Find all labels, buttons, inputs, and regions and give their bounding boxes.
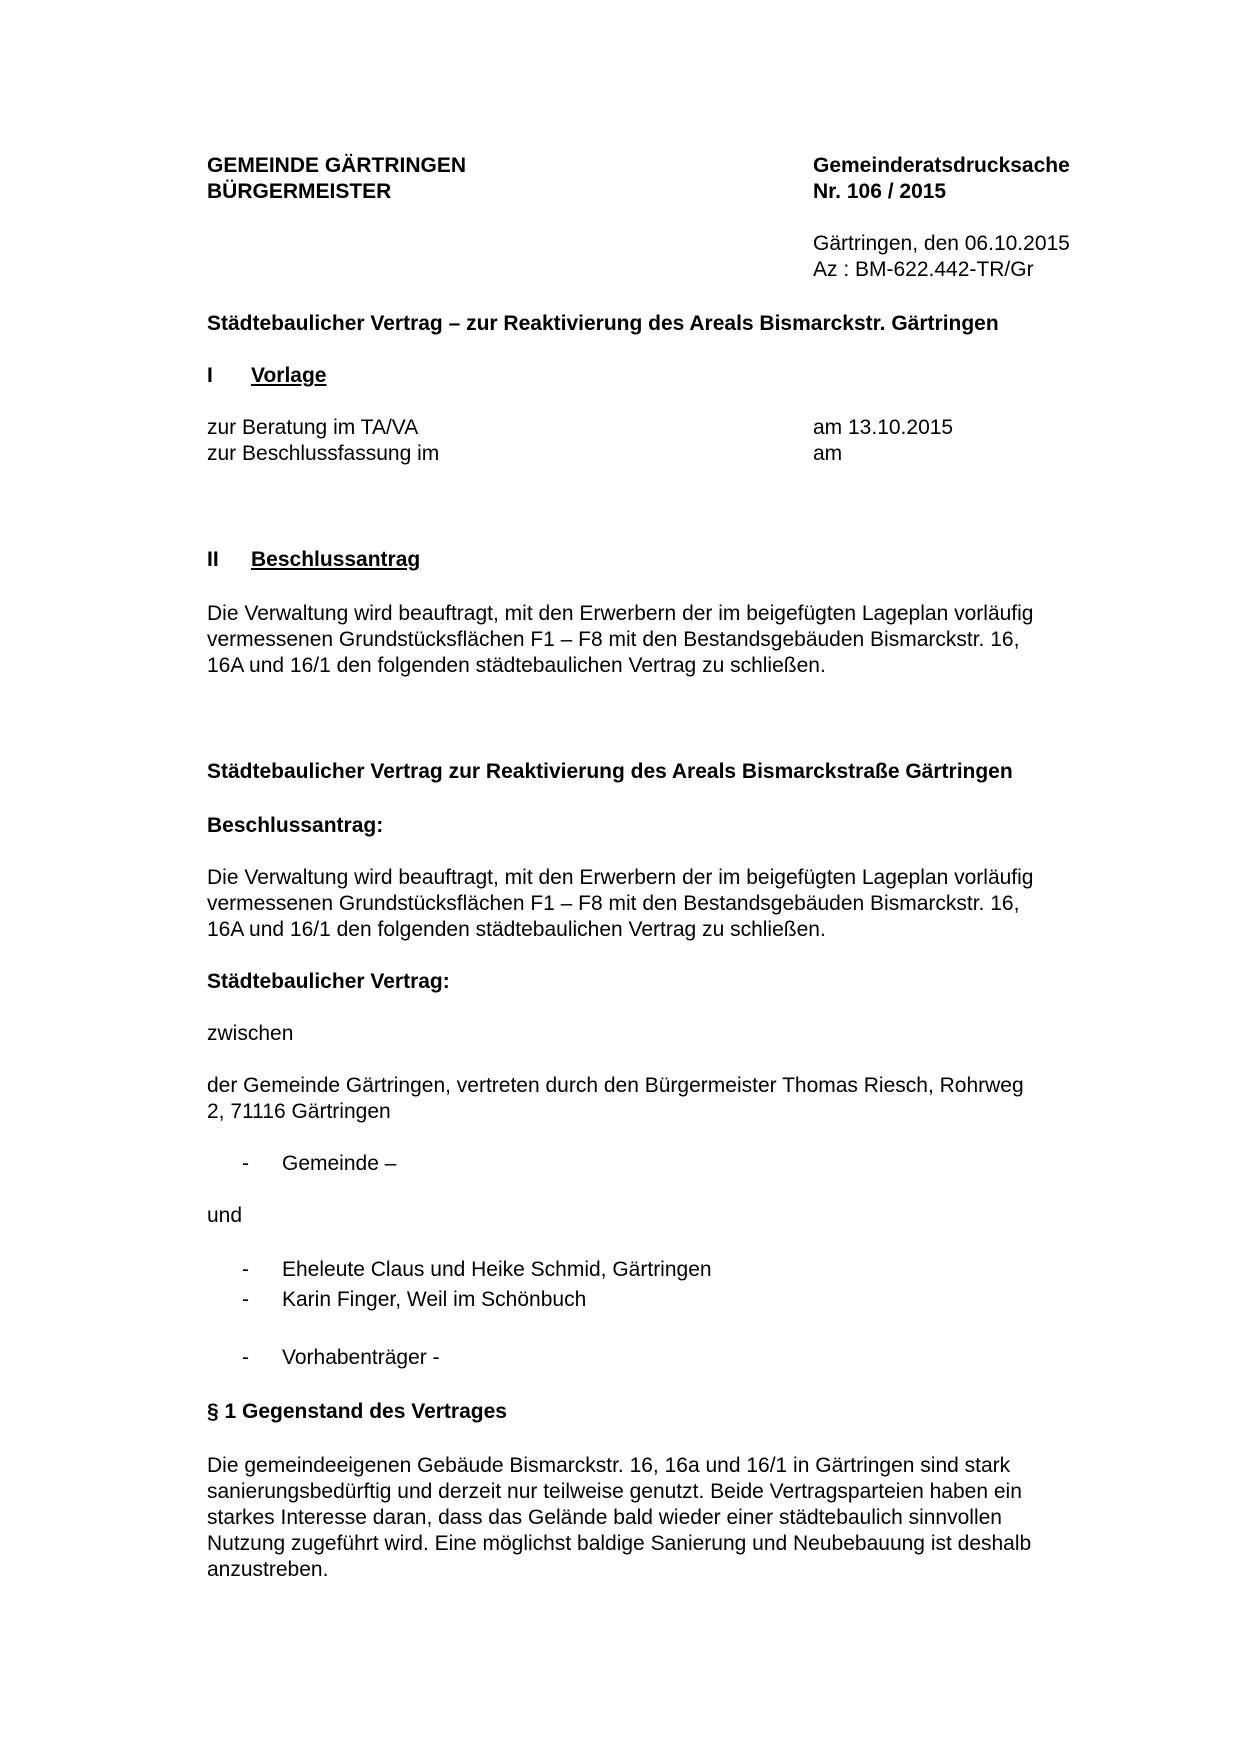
place-date: Gärtringen, den 06.10.2015	[813, 232, 1070, 255]
paragraph-line: Nutzung zugeführt wird. Eine möglichst baldige Sanierung und Neubebauung ist deshalb	[207, 1532, 1032, 1555]
doc-type: Gemeinderatsdrucksache	[813, 154, 1070, 177]
deliberation-date: am 13.10.2015	[813, 416, 954, 439]
paragraph-line: starkes Interesse daran, dass das Gelände bald wieder einer städtebaulich sinnvollen	[207, 1506, 1002, 1529]
section-heading-beschlussantrag	[207, 547, 420, 573]
party2-member	[242, 1257, 712, 1283]
section-numeral: II	[207, 548, 219, 571]
doc-number: Nr. 106 / 2015	[813, 180, 947, 203]
paragraph-line: Die gemeindeeigenen Gebäude Bismarckstr. 16, 16a und 16/1 in Gärtringen sind stark	[207, 1454, 1011, 1477]
paragraph1-body	[207, 1453, 1137, 1583]
paragraph-line: vermessenen Grundstücksflächen F1 – F8 mit den Bestandsgebäuden Bismarckstr. 16,	[207, 892, 1020, 915]
party-member-text: Eheleute Claus und Heike Schmid, Gärtringen	[282, 1258, 712, 1281]
paragraph-line: vermessenen Grundstücksflächen F1 – F8 mit den Bestandsgebäuden Bismarckstr. 16,	[207, 628, 1020, 651]
paragraph1-heading: § 1 Gegenstand des Vertrages	[207, 1400, 507, 1423]
party-role-text: Gemeinde –	[282, 1152, 397, 1175]
party-member-text: Karin Finger, Weil im Schönbuch	[282, 1288, 587, 1311]
party1-role	[242, 1151, 396, 1177]
dash-bullet: -	[242, 1288, 249, 1311]
party2-member	[242, 1287, 586, 1313]
subject-title: Städtebaulicher Vertrag – zur Reaktivierung des Areals Bismarckstr. Gärtringen	[207, 312, 999, 335]
paragraph-line: der Gemeinde Gärtringen, vertreten durch den Bürgermeister Thomas Riesch, Rohrweg	[207, 1074, 1024, 1097]
section-numeral: I	[207, 364, 213, 387]
between-label: zwischen	[207, 1022, 294, 1045]
section-title: Beschlussantrag	[251, 548, 421, 571]
paragraph-line: sanierungsbedürftig und derzeit nur teilweise genutzt. Beide Vertragsparteien haben ein	[207, 1480, 1022, 1503]
contract-motion-paragraph	[207, 865, 1137, 943]
file-reference: Az : BM-622.442-TR/Gr	[813, 258, 1034, 281]
deliberation-label: zur Beratung im TA/VA	[207, 416, 419, 439]
contract-subheading: Städtebaulicher Vertrag:	[207, 970, 450, 993]
party-role-text: Vorhabenträger -	[282, 1346, 440, 1369]
paragraph-line: 2, 71116 Gärtringen	[207, 1100, 391, 1123]
contract-heading: Städtebaulicher Vertrag zur Reaktivierung des Areals Bismarckstraße Gärtringen	[207, 760, 1013, 783]
and-label: und	[207, 1204, 243, 1227]
party2-role	[242, 1345, 440, 1371]
org-name: GEMEINDE GÄRTRINGEN	[207, 154, 467, 177]
dash-bullet: -	[242, 1152, 249, 1175]
paragraph-line: 16A und 16/1 den folgenden städtebaulichen Vertrag zu schließen.	[207, 918, 826, 941]
section-heading-vorlage	[207, 363, 326, 389]
party1-paragraph	[207, 1073, 1137, 1125]
motion-paragraph	[207, 601, 1137, 679]
motion-heading: Beschlussantrag:	[207, 814, 384, 837]
section-title: Vorlage	[251, 364, 327, 387]
dash-bullet: -	[242, 1258, 249, 1281]
paragraph-line: Die Verwaltung wird beauftragt, mit den Erwerbern der im beigefügten Lageplan vorläufig	[207, 602, 1034, 625]
resolution-date: am	[813, 442, 843, 465]
resolution-label: zur Beschlussfassung im	[207, 442, 440, 465]
dash-bullet: -	[242, 1346, 249, 1369]
org-department: BÜRGERMEISTER	[207, 180, 392, 203]
paragraph-line: Die Verwaltung wird beauftragt, mit den Erwerbern der im beigefügten Lageplan vorläufig	[207, 866, 1034, 889]
paragraph-line: anzustreben.	[207, 1558, 329, 1581]
paragraph-line: 16A und 16/1 den folgenden städtebaulichen Vertrag zu schließen.	[207, 654, 826, 677]
